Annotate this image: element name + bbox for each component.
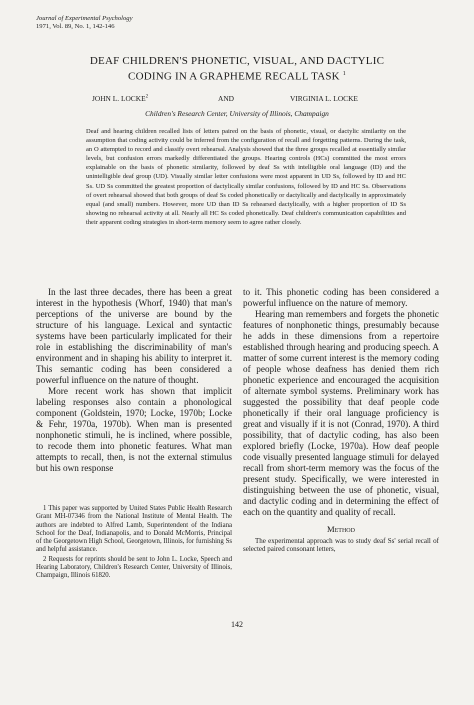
author-first bbox=[92, 94, 148, 103]
body-paragraph: Hearing man remembers and forgets the phonetic features of nonphonetic things, presumably because he adds in these dimensions from a repertoire established through hearing and producing speech. A matter of some current interest is the memory coding of people whose deafness has denied them rich phonetic experience and encouraged the acquisition of alternate symbol systems. Preliminary work has suggested the possibility that deaf people code phonetically if their oral language proficiency is great and visually if it is not (Conrad, 1970). A third possibility, that of dactylic coding, has also been explored briefly (Locke, 1970a). How deaf people code visually presented language stimuli for delayed recall from short-term memory was the focus of the present study. Specifically, we were interested in distinguishing between the use of phonetic, visual, and dactylic coding and in determining the effect of each on the quantity and quality of recall. bbox=[243, 309, 439, 517]
author-second: VIRGINIA L. LOCKE bbox=[290, 94, 358, 103]
footnotes bbox=[36, 505, 232, 582]
journal-volume-line: 1971, Vol. 89, No. 1, 142-146 bbox=[36, 22, 115, 30]
journal-name: Journal of Experimental Psychology bbox=[36, 15, 133, 22]
page-number: 142 bbox=[231, 620, 243, 629]
body-paragraph: In the last three decades, there has been a great interest in the hypothesis (Whorf, 1940) that man's perceptions of the universe are bound by the structure of his language. Lexical and syntactic systems have been particularly implicated for their role in establishing the discriminability of man's environment and in shaping his ability to interpret it. This semantic coding has been considered a powerful influence on the nature of thought. bbox=[36, 287, 232, 385]
author-first-footnote-marker: 2 bbox=[145, 94, 149, 100]
footnote-2: 2 Requests for reprints should be sent to John L. Locke, Speech and Hearing Laboratory, Children's Research Center, University of Illinois, Champaign, Illinois 61820. bbox=[36, 555, 232, 580]
article-title bbox=[40, 55, 434, 83]
section-heading-method: Method bbox=[327, 524, 355, 534]
author-affiliation: Children's Research Center, University of Illinois, Champaign bbox=[145, 109, 329, 118]
body-paragraph: More recent work has shown that implicit labeling responses also contain a phonological component (Goldstein, 1970; Locke, 1970b; Locke & Fehr, 1970a, 1970b). When man is presented nonphonetic stimuli, he is inclined, where possible, to recode them into phonetic features. What man attempts to recall, then, is not the external stimulus but his own response bbox=[36, 386, 232, 473]
author-conjunction: AND bbox=[218, 94, 235, 103]
title-line-2-text: CODING IN A GRAPHEME RECALL TASK bbox=[128, 70, 340, 83]
author-first-name: JOHN L. LOCKE bbox=[92, 94, 146, 103]
body-paragraph: to it. This phonetic coding has been considered a powerful influence on the nature of memory. bbox=[243, 287, 439, 308]
title-line-1: DEAF CHILDREN'S PHONETIC, VISUAL, AND DACTYLIC bbox=[89, 55, 385, 67]
body-column-right bbox=[243, 287, 439, 554]
journal-header bbox=[36, 15, 133, 30]
footnote-1: 1 This paper was supported by United States Public Health Research Grant MH-07346 from the National Institute of Mental Health. The authors are indebted to Alfred Lamb, Superintendent of the Indiana School for the Deaf, Indianapolis, and to Donald McMorris, Principal of the Georgetown High School, Georgetown, Illinois, for furnishing Ss and helpful assistance. bbox=[36, 505, 232, 554]
body-column-left bbox=[36, 287, 232, 474]
title-line-2 bbox=[40, 68, 434, 83]
body-paragraph: The experimental approach was to study deaf Ss' serial recall of selected paired consonant letters, bbox=[243, 537, 439, 554]
abstract: Deaf and hearing children recalled lists of letters paired on the basis of phonetic, visual, or dactylic similarity on the assumption that coding activity could be inferred from the configuration of recall and forgetting patterns. During the task, an O attempted to record and classify overt rehearsal. Analysis showed that the three groups recalled at essentially similar levels, but confusion errors markedly differentiated the groups. Hearing controls (HCs) committed the most errors explainable on the basis of phonetic similarity, followed by deaf Ss with intelligible oral language (ID) and the unintelligible deaf group (UD). Visually similar letter confusions were most apparent in UD Ss, followed by ID and HC Ss. UD Ss committed the greatest proportion of dactylically similar confusions, followed by ID and HC Ss. Observations of overt rehearsal showed that both groups of deaf Ss coded phonetically or dactylically and dactylically in approximately equal (and small) numbers. However, more UD than ID Ss rehearsed dactylically, with a higher proportion of ID Ss showing no rehearsal activity at all. Nearly all HC Ss coded phonetically. Deaf children's communication capabilities and their apparent coding strategies in short-term memory seem to agree rather closely. bbox=[86, 128, 406, 226]
title-footnote-marker: 1 bbox=[342, 70, 346, 77]
